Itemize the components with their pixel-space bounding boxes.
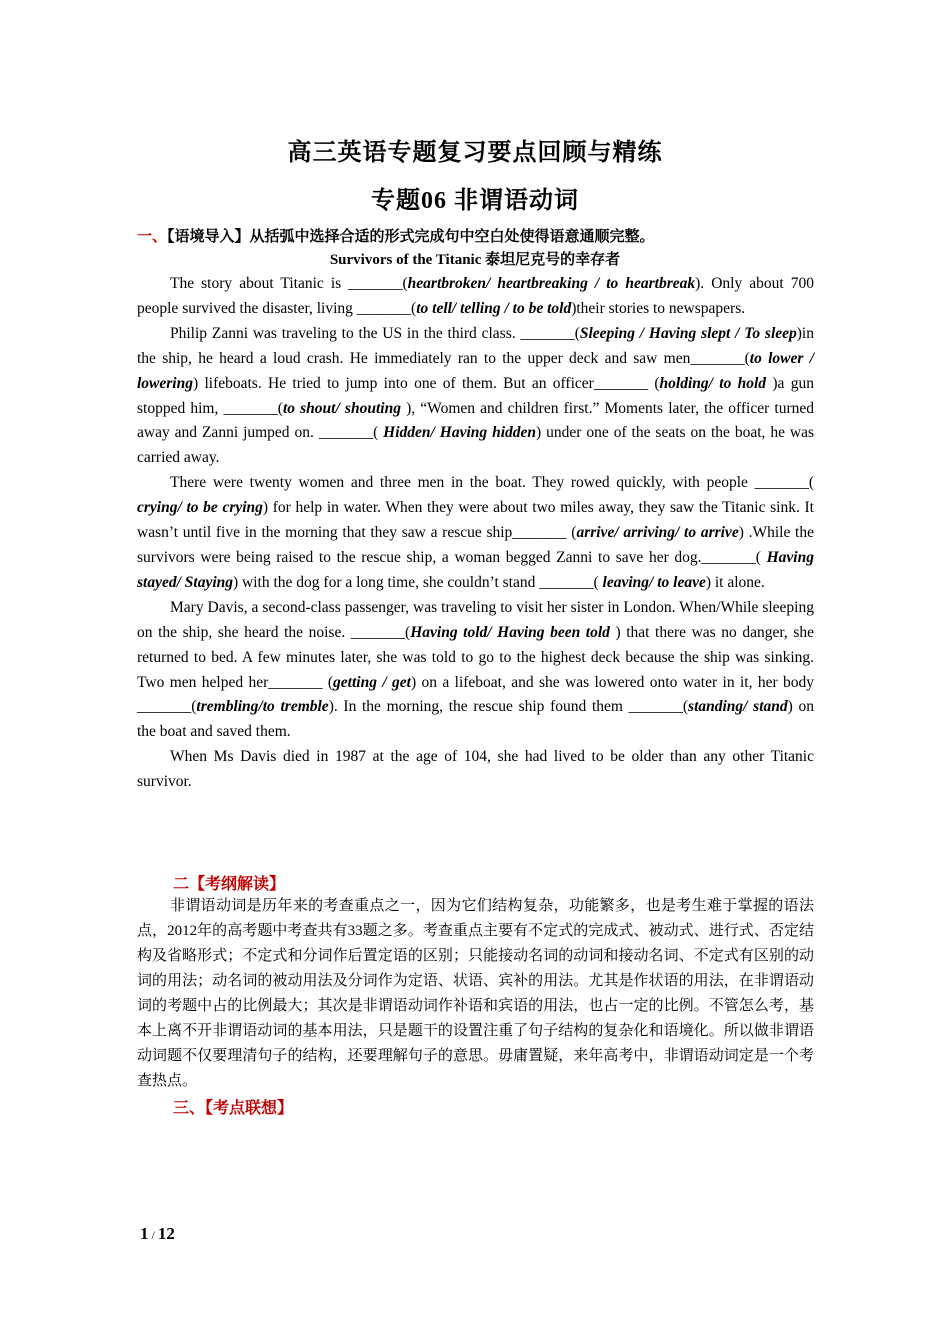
answer-options: to lower / lowering: [137, 349, 815, 392]
paragraph-5: When Ms Davis died in 1987 at the age of 104, she had lived to be older than any other Titanic survivor.: [137, 748, 814, 791]
paragraph-1: [137, 272, 814, 322]
section-three-heading: 三、【考点联想】: [173, 1100, 294, 1117]
paragraph-4: [137, 596, 814, 745]
answer-options: Sleeping / Having slept / To sleep: [579, 324, 797, 342]
text: ) .While the survivors were being raised to the rescue ship, a woman begged Zanni to save her dog._______(: [137, 524, 814, 566]
answer-options: getting / get: [333, 673, 411, 691]
passage-title: Survivors of the Titanic 泰坦尼克号的幸存者: [329, 252, 621, 268]
answer-options: to shout/ shouting: [282, 399, 401, 417]
text: ) lifeboats. He tried to jump into one of them. But an officer_______ (: [192, 374, 660, 392]
text: ). In the morning, the rescue ship found them _______(: [328, 698, 689, 716]
total-pages: 12: [157, 1224, 175, 1243]
section-one-instruction: 【语境导入】从括弧中选择合适的形式完成句中空白处使得语意通顺完整。: [167, 229, 655, 245]
text: ) on the boat and saved them.: [137, 698, 814, 741]
text: There were twenty women and three men in the boat. They rowed quickly, with people _______(: [170, 474, 814, 492]
paragraph-2: [137, 322, 814, 471]
text: ) with the dog for a long time, she couldn’t stand _______(: [233, 573, 603, 591]
answer-options: leaving/ to leave: [602, 573, 706, 591]
text: Mary Davis, a second-class passenger, was traveling to visit her sister in London. When/While sleeping on the ship, she heard the noise. _______(: [137, 598, 814, 641]
answer-options: arrive/ arriving/ to arrive: [576, 524, 739, 542]
document-title: 高三英语专题复习要点回顾与精练: [287, 140, 663, 166]
text: ) on a lifeboat, and she was lowered onto water in it, her body _______(: [137, 673, 814, 716]
text: )a gun stopped him, _______(: [137, 374, 814, 417]
text: ) it alone.: [705, 573, 765, 591]
answer-options: Having told/ Having been told: [410, 623, 610, 641]
text: The story about Titanic is _______(: [170, 275, 408, 292]
answer-options: heartbroken/ heartbreaking / to heartbreak: [407, 275, 696, 292]
text: Philip Zanni was traveling to the US in the third class. _______(: [170, 324, 580, 342]
answer-options: crying/ to be crying: [137, 499, 263, 517]
section-one-heading: [137, 225, 655, 246]
text: )their stories to newspapers.: [571, 299, 746, 317]
answer-options: Hidden/ Having hidden: [383, 424, 537, 442]
answer-options: standing/ stand: [688, 698, 788, 716]
answer-options: trembling/to tremble: [196, 698, 329, 716]
text: ) under one of the seats on the boat, he was carried away.: [137, 424, 815, 467]
section-two-heading: 二【考纲解读】: [173, 876, 286, 893]
passage-body: [137, 272, 814, 795]
text: ) for help in water. When they were about two miles away, they saw the Titanic sink. It wasn’t until five in the morning that they saw a rescue ship_______ (: [137, 499, 814, 542]
text: ), “Women and children first.” Moments later, the officer turned away and Zanni jumped on. _______(: [137, 399, 815, 442]
answer-options: holding/ to hold: [659, 374, 767, 392]
section-one-number: 一、: [137, 229, 168, 245]
exam-outline-text: 非谓语动词是历年来的考查重点之一，因为它们结构复杂，功能繁多，也是考生难于掌握的语法点，2012年的高考题中考查共有33题之多。考查重点主要有不定式的完成式、被动式、进行式、否定结构及省略形式；不定式和分词作后置定语的区别；只能接动名词的动词和接动名词、不定式有区别的动词的用法；动名词的被动用法及分词作为定语、状语、宾补的用法。尤其是作状语的用法，在非谓语动词的考题中占的比例最大；其次是非谓语动词作补语和宾语的用法，也占一定的比例。不管怎么考，基本上离不开非谓语动词的基本用法，只是题干的设置注重了句子结构的复杂化和语境化。所以做非谓语动词题不仅要理清句子的结构，还要理解句子的意思。毋庸置疑，来年高考中，非谓语动词定是一个考查热点。: [137, 898, 814, 1089]
text: ). Only about 700 people survived the disaster, living _______(: [137, 275, 815, 317]
topic-title: 专题06 非谓语动词: [371, 188, 579, 214]
paragraph-3: [137, 471, 814, 596]
current-page: 1: [140, 1224, 149, 1243]
text: )in the ship, he heard a loud crash. He immediately ran to the upper deck and saw men_______(: [137, 324, 814, 367]
text: ) that there was no danger, she returned to bed. A few minutes later, she was told to go to the highest deck because the ship was sinking. Two men helped her_______ (: [137, 623, 814, 691]
answer-options: Having stayed/ Staying: [137, 548, 814, 591]
page-number: [140, 1224, 175, 1244]
section-two-body: [137, 894, 814, 1094]
page-separator: /: [148, 1228, 158, 1242]
answer-options: to tell/ telling / to be told: [416, 299, 572, 317]
